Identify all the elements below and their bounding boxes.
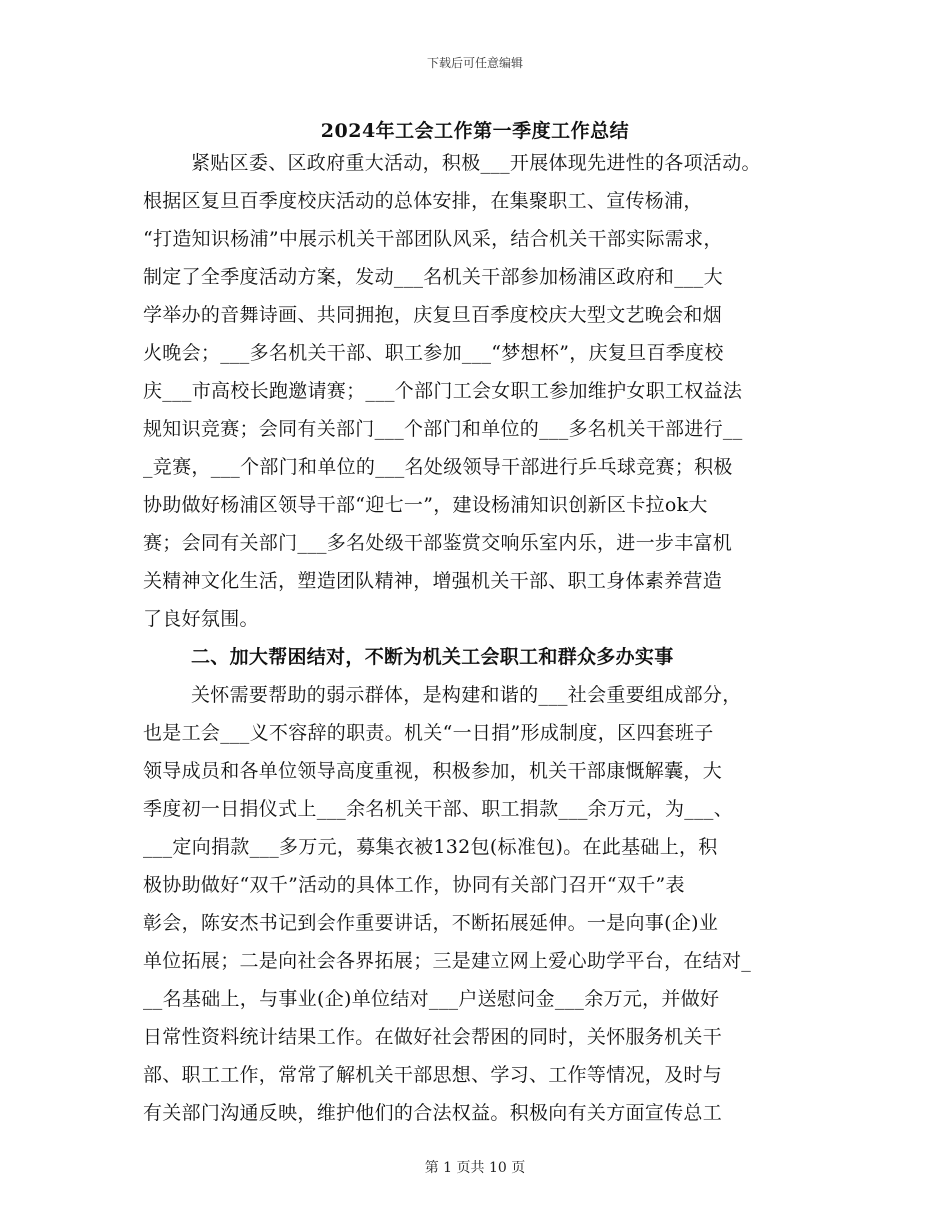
body-line: 紧贴区委、区政府重大活动，积极___开展体现先进性的各项活动。 bbox=[191, 152, 761, 174]
body-line: 也是工会___义不容辞的职责。机关“一日捐”形成制度，区四套班子 bbox=[143, 722, 714, 744]
body-line: 协助做好杨浦区领导干部“迎七一”，建设杨浦知识创新区卡拉ok大 bbox=[143, 494, 708, 516]
body-line: 关怀需要帮助的弱示群体，是构建和谐的___社会重要组成部分， bbox=[191, 684, 742, 706]
body-line: 了良好氛围。 bbox=[143, 608, 259, 630]
body-line: 彰会，陈安杰书记到会作重要讲话，不断拓展延伸。一是向事(企)业 bbox=[143, 912, 719, 934]
section-heading: 二、加大帮困结对，不断为机关工会职工和群众多办实事 bbox=[191, 646, 674, 668]
body-line: _竞赛，___个部门和单位的___名处级领导干部进行乒乓球竞赛；积极 bbox=[143, 456, 733, 478]
body-line: 制定了全季度活动方案，发动___名机关干部参加杨浦区政府和___大 bbox=[143, 266, 723, 288]
body-line: 季度初一日捐仪式上___余名机关干部、职工捐款___余万元，为___、 bbox=[143, 798, 734, 820]
page-footer: 第 1 页共 10 页 bbox=[424, 1160, 526, 1176]
body-line: 部、职工工作，常常了解机关干部思想、学习、工作等情况，及时与 bbox=[143, 1064, 723, 1086]
document-title: 2024年工会工作第一季度工作总结 bbox=[320, 120, 630, 142]
body-line: “打造知识杨浦”中展示机关干部团队风采，结合机关干部实际需求， bbox=[143, 228, 723, 250]
body-line: 极协助做好“双千”活动的具体工作，协同有关部门召开“双千”表 bbox=[143, 874, 685, 896]
page-header: 下载后可任意编辑 bbox=[426, 56, 523, 70]
body-line: 根据区复旦百季度校庆活动的总体安排，在集聚职工、宣传杨浦， bbox=[143, 190, 703, 212]
body-line: 火晚会；___多名机关干部、职工参加___“梦想杯”，庆复旦百季度校 bbox=[143, 342, 724, 364]
body-line: 学举办的音舞诗画、共同拥抱，庆复旦百季度校庆大型文艺晚会和烟 bbox=[143, 304, 723, 326]
body-line: 赛；会同有关部门___多名处级干部鉴赏交响乐室内乐，进一步丰富机 bbox=[143, 532, 733, 554]
body-line: 关精神文化生活，塑造团队精神，增强机关干部、职工身体素养营造 bbox=[143, 570, 723, 592]
body-line: 规知识竞赛；会同有关部门___个部门和单位的___多名机关干部进行__ bbox=[143, 418, 743, 440]
body-line: 有关部门沟通反映，维护他们的合法权益。积极向有关方面宣传总工 bbox=[143, 1102, 723, 1124]
body-line: 日常性资料统计结果工作。在做好社会帮困的同时，关怀服务机关干 bbox=[143, 1026, 723, 1048]
body-line: __名基础上，与事业(企)单位结对___户送慰问金___余万元，并做好 bbox=[143, 988, 720, 1010]
body-line: 领导成员和各单位领导高度重视，积极参加，机关干部康慨解囊，大 bbox=[143, 760, 723, 782]
body-line: ___定向捐款___多万元，募集衣被132包(标准包)。在此基础上，积 bbox=[143, 836, 718, 858]
body-line: 庆___市高校长跑邀请赛；___个部门工会女职工参加维护女职工权益法 bbox=[143, 380, 743, 402]
body-line: 单位拓展；二是向社会各界拓展；三是建立网上爱心助学平台，在结对_ bbox=[143, 950, 752, 972]
